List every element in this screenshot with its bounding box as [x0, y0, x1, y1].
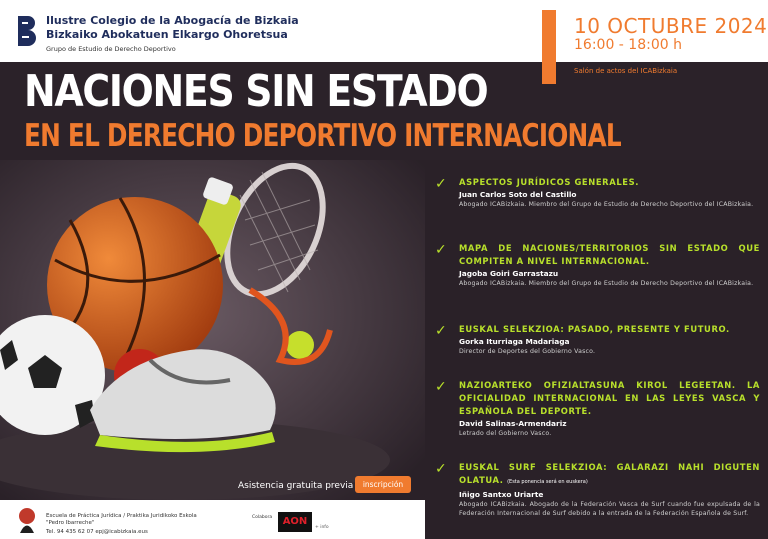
event-time: 16:00 - 18:00 h [574, 37, 682, 53]
agenda-panel [425, 160, 768, 539]
agenda-topic-text: EUSKAL SURF SELEKZIOA: GALARAZI NAHI DIGUTEN OLATUA. [459, 462, 760, 485]
org-group: Grupo de Estudio de Derecho Deportivo [46, 45, 176, 53]
agenda-role: Director de Deportes del Gobierno Vasco. [459, 348, 596, 355]
agenda-topic [459, 461, 760, 489]
agenda-role: Letrado del Gobierno Vasco. [459, 430, 552, 437]
sports-equipment-illustration [0, 160, 425, 500]
agenda-role: Abogado ICABizkaia. Miembro del Grupo de Estudio de Derecho Deportivo del ICABizkaia. [459, 280, 754, 287]
register-button[interactable]: inscripción [355, 476, 411, 493]
school-name-line1: Escuela de Práctica Jurídica / Praktika Juridikoko Eskola [46, 513, 197, 519]
agenda-role: Abogado ICABizkaia. Miembro del Grupo de Estudio de Derecho Deportivo del ICABizkaia. [459, 201, 754, 208]
agenda-speaker: Juan Carlos Soto del Castillo [459, 190, 577, 199]
agenda-topic: EUSKAL SELEKZIOA: PASADO, PRESENTE Y FUTURO. [459, 324, 730, 334]
school-name-line2: "Pedro Ibarreche" [46, 520, 95, 526]
agenda-speaker: Iñigo Santxo Uriarte [459, 490, 544, 499]
check-icon: ✓ [435, 323, 447, 339]
agenda-item [435, 461, 760, 518]
sports-illustration-icon [0, 160, 425, 500]
agenda-speaker: Gorka Iturriaga Madariaga [459, 337, 570, 346]
check-icon: ✓ [435, 461, 447, 477]
agenda-topic: ASPECTOS JURÍDICOS GENERALES. [459, 177, 639, 187]
page-subtitle: EN EL DERECHO DEPORTIVO INTERNACIONAL [24, 118, 621, 154]
language-note: (Esta ponencia será en euskera) [507, 479, 588, 485]
org-name-eu: Bizkaiko Abokatuen Elkargo Ohoretsua [46, 28, 288, 41]
check-icon: ✓ [435, 379, 447, 395]
org-name-es: Ilustre Colegio de la Abogacía de Bizkaia [46, 14, 299, 27]
agenda-item [435, 379, 760, 438]
contact-info: Tel. 94 435 62 07 epj@icabizkaia.eus [46, 529, 148, 535]
accent-bar [542, 10, 556, 84]
footer [0, 500, 425, 539]
event-date: 10 OCTUBRE 2024 [574, 14, 768, 38]
agenda-item [435, 176, 760, 209]
school-name [46, 513, 197, 527]
agenda-item [435, 323, 760, 356]
sponsor-logo[interactable]: AON [278, 512, 312, 532]
collab-label: Colabora [252, 515, 273, 520]
bar-association-logo-icon [16, 14, 38, 46]
sponsor-info-link[interactable]: + info [315, 525, 329, 530]
page-title: NACIONES SIN ESTADO [24, 66, 488, 117]
agenda-role: Abogado ICABizkaia. Abogado de la Federación Vasca de Surf cuando fue expulsada de la Federación Internacional de Surf debido a la entrada de la Federación Española de Surf. [459, 501, 760, 517]
agenda-speaker: Jagoba Goiri Garrastazu [459, 269, 559, 278]
agenda-topic: MAPA DE NACIONES/TERRITORIOS SIN ESTADO QUE COMPITEN A NIVEL INTERNACIONAL. [459, 243, 760, 266]
check-icon: ✓ [435, 242, 447, 258]
free-entry-text: Asistencia gratuita previa [238, 481, 354, 491]
check-icon: ✓ [435, 176, 447, 192]
event-venue: Salón de actos del ICABizkaia [574, 67, 678, 75]
agenda-item [435, 242, 760, 288]
school-logo-icon [16, 506, 38, 534]
agenda-speaker: David Salinas-Armendariz [459, 419, 567, 428]
agenda-topic: NAZIOARTEKO OFIZIALTASUNA KIROL LEGEETAN. LA OFICIALIDAD INTERNACIONAL EN LAS LEYES VASCA Y ESPAÑOLA DEL DEPORTE. [459, 380, 760, 416]
